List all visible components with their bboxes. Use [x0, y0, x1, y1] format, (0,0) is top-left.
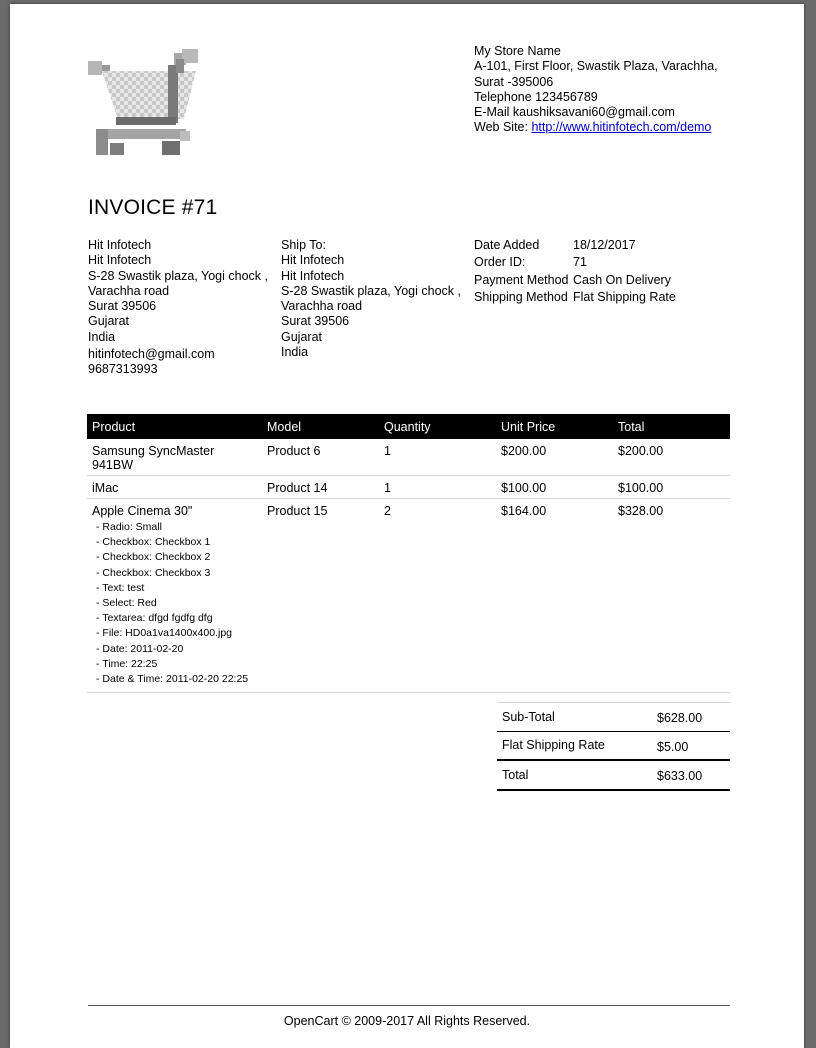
billing-line: Hit Infotech	[88, 253, 152, 268]
meta-label: Date Added	[474, 238, 540, 252]
shipping-line: Varachha road	[281, 299, 363, 314]
billing-line: Varachha road	[88, 283, 170, 298]
store-address-line1: A-101, First Floor, Swastik Plaza, Varachha,	[474, 59, 718, 74]
product-unit-price: $100.00	[496, 476, 613, 499]
shipping-address	[281, 238, 461, 360]
totals-row-subtotal	[497, 703, 730, 732]
product-name: Apple Cinema 30"	[92, 504, 193, 518]
totals-row-shipping	[497, 731, 730, 760]
totals-value: $628.00	[652, 703, 730, 732]
meta-label: Shipping Method	[474, 289, 568, 304]
header-model: Model	[262, 414, 379, 439]
product-option: - Textarea: dfgd fgdfg dfg	[96, 612, 213, 625]
product-option: - Checkbox: Checkbox 2	[96, 551, 211, 564]
product-quantity: 1	[379, 476, 496, 499]
totals-label: Sub-Total	[497, 703, 652, 732]
meta-value: Flat Shipping Rate	[573, 289, 676, 304]
product-options	[92, 520, 257, 687]
meta-value: Cash On Delivery	[573, 272, 671, 287]
store-address-line2: Surat -395006	[474, 74, 554, 89]
product-name: iMac	[87, 476, 262, 499]
product-name: Samsung SyncMaster 941BW	[87, 439, 262, 476]
product-quantity: 1	[379, 439, 496, 476]
billing-line: Gujarat	[88, 314, 129, 329]
header-total: Total	[613, 414, 730, 439]
shipping-line: India	[281, 345, 309, 360]
totals-label: Total	[497, 760, 652, 790]
ship-to-heading: Ship To:	[281, 238, 326, 252]
table-row	[87, 439, 730, 476]
product-cell	[87, 499, 262, 693]
shipping-line: Surat 39506	[281, 314, 350, 329]
totals-row-total	[497, 760, 730, 790]
product-option: - File: HD0a1va1400x400.jpg	[96, 627, 232, 640]
products-table	[87, 414, 730, 693]
product-total: $328.00	[613, 499, 730, 693]
product-option: - Select: Red	[96, 597, 157, 610]
invoice-title: INVOICE #71	[88, 196, 218, 219]
totals-label: Flat Shipping Rate	[497, 731, 652, 760]
billing-line: S-28 Swastik plaza, Yogi chock ,	[88, 268, 268, 283]
totals-table	[497, 702, 730, 791]
product-model: Product 15	[262, 499, 379, 693]
billing-line: India	[88, 329, 116, 344]
product-option: - Radio: Small	[96, 521, 162, 533]
shipping-line: S-28 Swastik plaza, Yogi chock ,	[281, 283, 461, 298]
shipping-line: Gujarat	[281, 329, 322, 344]
shopping-cart-icon	[88, 49, 200, 159]
meta-row	[474, 290, 676, 307]
header-quantity: Quantity	[379, 414, 496, 439]
footer-divider	[88, 1005, 730, 1006]
billing-line: Hit Infotech	[88, 238, 152, 252]
billing-address	[88, 238, 268, 378]
product-unit-price: $164.00	[496, 499, 613, 693]
product-quantity: 2	[379, 499, 496, 693]
product-option: - Date & Time: 2011-02-20 22:25	[96, 673, 249, 686]
shipping-line: Hit Infotech	[281, 253, 345, 268]
invoice-page	[10, 4, 804, 1048]
product-unit-price: $200.00	[496, 439, 613, 476]
meta-value: 71	[573, 255, 587, 270]
store-email: E-Mail kaushiksavani60@gmail.com	[474, 105, 675, 120]
product-model: Product 14	[262, 476, 379, 499]
product-option: - Text: test	[96, 581, 145, 594]
store-website-link[interactable]: http://www.hitinfotech.com/demo	[531, 120, 712, 135]
totals-value: $633.00	[652, 760, 730, 790]
product-option: - Checkbox: Checkbox 1	[96, 536, 211, 549]
meta-row	[474, 238, 676, 255]
store-website	[474, 120, 718, 135]
products-header-row	[87, 414, 730, 439]
totals-value: $5.00	[652, 731, 730, 760]
order-meta	[474, 238, 676, 307]
product-option: - Date: 2011-02-20	[96, 642, 184, 655]
table-row	[87, 499, 730, 693]
product-total: $100.00	[613, 476, 730, 499]
product-option: - Time: 22:25	[96, 657, 158, 670]
footer-copyright: OpenCart © 2009-2017 All Rights Reserved.	[283, 1014, 531, 1028]
meta-row	[474, 255, 676, 272]
store-website-label: Web Site:	[474, 120, 532, 135]
table-row	[87, 476, 730, 499]
product-total: $200.00	[613, 439, 730, 476]
header-product: Product	[87, 414, 262, 439]
meta-row	[474, 273, 676, 290]
product-option: - Checkbox: Checkbox 3	[96, 566, 211, 579]
meta-value: 18/12/2017	[573, 238, 636, 252]
meta-label: Order ID:	[474, 255, 526, 270]
store-telephone: Telephone 123456789	[474, 89, 598, 104]
shipping-line: Hit Infotech	[281, 268, 345, 283]
billing-phone: 9687313993	[88, 362, 158, 377]
billing-line: Surat 39506	[88, 299, 157, 314]
meta-label: Payment Method	[474, 272, 569, 287]
store-info	[474, 44, 718, 136]
billing-email: hitinfotech@gmail.com	[88, 347, 215, 362]
product-model: Product 6	[262, 439, 379, 476]
store-name: My Store Name	[474, 44, 561, 58]
header-unit-price: Unit Price	[496, 414, 613, 439]
